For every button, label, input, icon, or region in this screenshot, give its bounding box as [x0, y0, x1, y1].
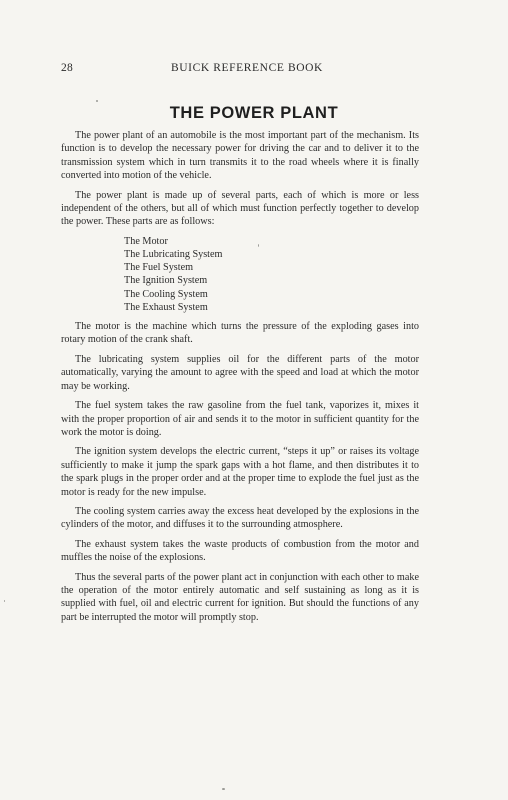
scan-speck [258, 244, 259, 247]
paragraph-motor: The motor is the machine which turns the pressure of the exploding gases into rotary motion of the crank shaft. [61, 321, 419, 346]
page-number: 28 [61, 62, 74, 74]
paragraph-cooling: The cooling system carries away the excess heat developed by the explosions in the cylinders of the motor, and diffuses it to the surrounding atmosphere. [61, 505, 419, 531]
list-item: The Cooling System [124, 288, 208, 300]
list-item: The Lubricating System [124, 249, 223, 261]
chapter-title: THE POWER PLANT [169, 104, 339, 122]
paragraph-exhaust: The exhaust system takes the waste products of combustion from the motor and muffles the noise of the explosions. [61, 538, 419, 564]
body-text [61, 129, 419, 630]
scan-speck [4, 600, 5, 602]
list-item: The Ignition System [124, 275, 208, 287]
paragraph-ignition: The ignition system develops the electric current, “steps it up” or raises its voltage sufficiently to make it jump the spark gaps with a hot flame, and then distributes it to the spark plugs in the proper order and at the proper time to explode the fuel just as the motor is ready for the new impulse. [61, 446, 419, 498]
running-head [61, 62, 421, 78]
paragraph-parts-intro: The power plant is made up of several parts, each of which is more or less independent of the others, but all of which must function perfectly together to develop the power. These parts are as follows: [61, 189, 419, 228]
scan-speck [96, 100, 98, 102]
paragraph-lubricating: The lubricating system supplies oil for the different parts of the motor automatically, varying the amount to agree with the speed and load at which the motor may be working. [61, 353, 419, 392]
paragraph-fuel: The fuel system takes the raw gasoline from the fuel tank, vaporizes it, mixes it with the proper proportion of air and sends it to the motor in sufficient quantity for the work the motor is doing. [61, 400, 419, 438]
scan-speck [222, 788, 225, 790]
list-item: The Exhaust System [124, 301, 208, 313]
list-item: The Fuel System [124, 262, 194, 274]
parts-list [61, 235, 419, 314]
list-item: The Motor [124, 235, 168, 247]
paragraph-intro: The power plant of an automobile is the most important part of the mechanism. Its function is to develop the necessary power for driving the car and to deliver it to the transmission system which in turn transmits it to the road wheels where it is finally converted into motion of the vehicle. [61, 130, 419, 182]
paragraph-conclusion: Thus the several parts of the power plant act in conjunction with each other to make the operation of the motor entirely automatic and self sustaining as long as it is supplied with fuel, oil and electric current for ignition. But should the functions of any part be interrupted the motor will promptly stop. [61, 571, 419, 623]
running-title: BUICK REFERENCE BOOK [171, 62, 323, 74]
